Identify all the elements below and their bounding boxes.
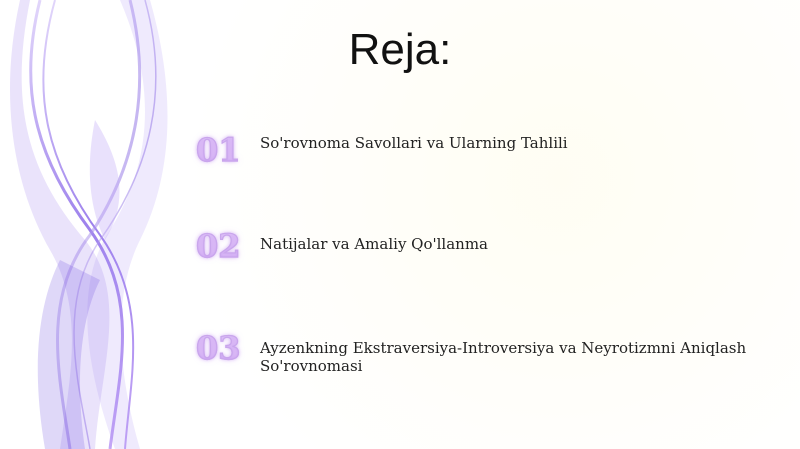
slide-title: Reja: bbox=[348, 25, 452, 74]
purple-smoke-wave-graphic bbox=[0, 0, 220, 449]
agenda-item-text: Natijalar va Amaliy Qo'llanma bbox=[260, 235, 489, 253]
agenda-item-number: 01 bbox=[196, 131, 241, 169]
agenda-item-number: 02 bbox=[196, 227, 241, 265]
agenda-item-text: So'rovnoma Savollari va Ularning Tahlili bbox=[260, 134, 568, 152]
agenda-item-text: Ayzenkning Ekstraversiya-Introversiya va Neyrotizmni Aniqlash So'rovnomasi bbox=[260, 339, 747, 375]
agenda-item-number: 03 bbox=[196, 329, 241, 367]
